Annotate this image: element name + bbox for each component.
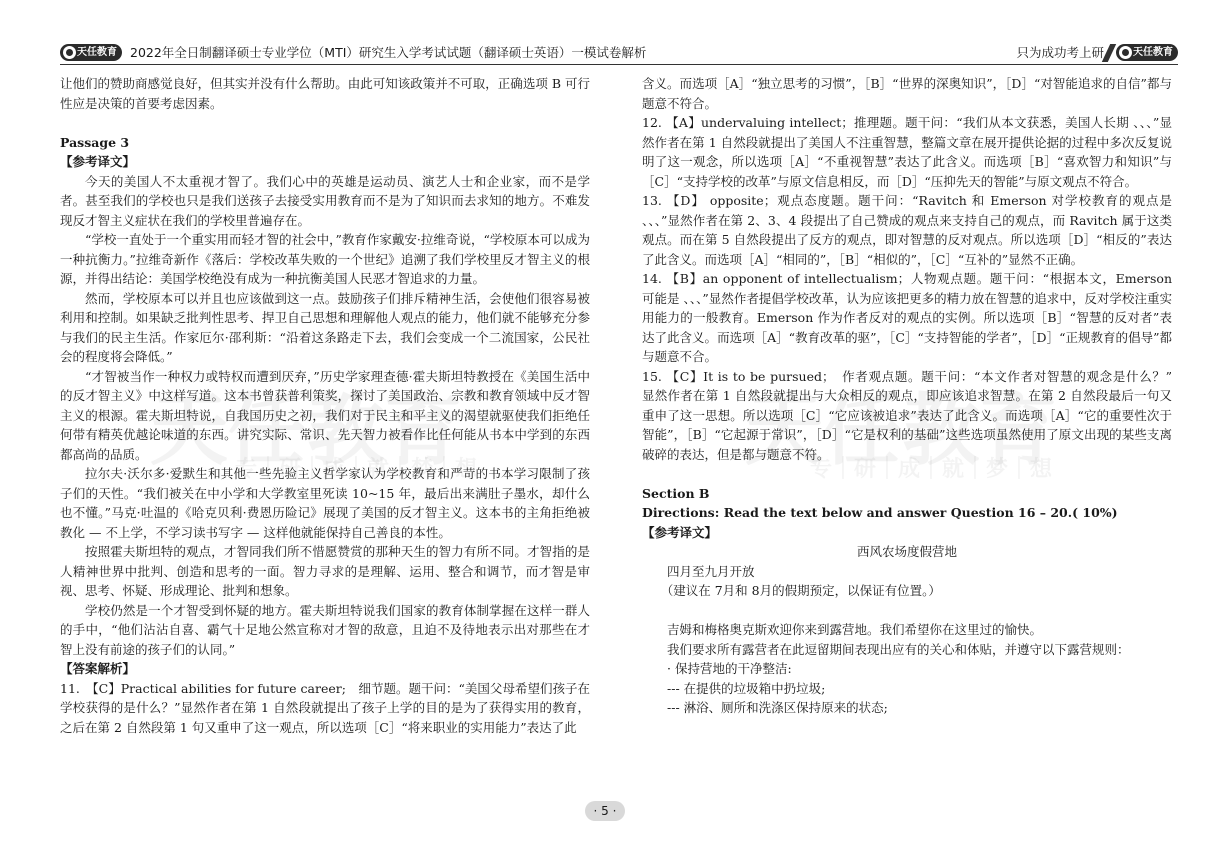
paragraph: 让他们的赞助商感觉良好，但其实并没有什么帮助。由此可知该政策并不可取，正确选项 B 可行性应是决策的首要考虑因素。 [60,76,590,111]
centered-title: 西风农场度假营地 [856,544,957,559]
spacer [60,113,590,133]
document-title: 2022年全日制翻译硕士专业学位（MTI）研究生入学考试试题（翻译硕士英语）一模试卷解析 [130,45,647,60]
paragraph: “学校一直处于一个重实用而轻才智的社会中，”教育作家戴安·拉维奇说，“学校原本可以成为一种抗衡力。”拉维奇新作《落后：学校改革失败的一个世纪》追溯了我们学校里反才智主义的根源，并得出结论：美国学校绝没有成为一种抗衡美国人民恶才智追求的力量。 [60,232,590,286]
paragraph: 学校仍然是一个才智受到怀疑的地方。霍夫斯坦特说我们国家的教育体制掌握在这样一群人的手中，“他们沾沾自喜、霸气十足地公然宣称对才智的敌意，且迫不及待地表示出对那些在才智上没有前途的孩子们的认同。” [60,602,590,657]
paragraph: · 保持营地的干净整洁: [642,661,792,676]
section-heading: Directions: Read the text below and answer Question 16 – 20.( 10%) [642,505,1118,520]
paragraph: 14. 【B】an opponent of intellectualism；人物观点题。题干问：“根据本文，Emerson 可能是 、、、”显然作者提倡学校改革，认为应该把更多的精力放在智慧的追求中，反对学校注重实用能力的一般教育。Emerson 作为作者反对的观点的实例。所以选项［B］“智慧的反对者”表达了此含义。而选项［A］“教育改革的驱”，［C］“支持智能的学者”，［D］“正规教育的倡导”都与题意不合。 [642,271,1172,364]
paragraph: --- 在提供的垃圾箱中扔垃圾; [642,680,826,696]
paragraph: 然而，学校原本可以并且也应该做到这一点。鼓励孩子们排斥精神生活，会使他们很容易被利用和控制。如果缺乏批判性思考、捍卫自己思想和理解他人观点的能力，他们就不能够充分参与我们的民主生活。作家厄尔·邵利斯：“沿着这条路走下去，我们会变成一个二流国家，公民社会的程度将会降低。” [60,290,590,364]
paragraph: 按照霍夫斯坦特的观点，才智同我们所不惜愿赞赏的那种天生的智力有所不同。才智指的是人精神世界中批判、创造和思考的一面。智力寻求的是理解、运用、整合和调节，而才智是审视、思考、怀疑、形成理论、批判和想象。 [60,544,590,598]
page-header [60,44,1178,65]
brand-mark-icon [1119,46,1132,59]
paragraph: 12. 【A】undervaluing intellect；推理题。题干问：“我们从本文获悉，美国人长期 、、、”显然作者在第 1 自然段就提出了美国人不注重智慧，整篇文章在展开提供论据的过程中多次反复说明了这一观念，所以选项［A］“不重视智慧”表达了此含义。而选项［B］“喜欢智力和知识”与［C］“支持学校的改革”与原文信息相反，而［D］“压抑先天的智能”与原文观点不符合。 [642,115,1172,189]
paragraph: 拉尔夫·沃尔多·爱默生和其他一些先验主义哲学家认为学校教育和严苛的书本学习限制了孩子们的天性。“我们被关在中小学和大学教室里死读 10~15 年，最后出来满肚子墨水，却什么也不懂。”马克·吐温的《哈克贝利·费恩历险记》展现了美国的反才智主义。这本书的主角拒绝被教化 — 不上学，不学习读书写字 — 这样他就能保持自己善良的本性。 [60,466,590,540]
left-column [60,74,590,737]
logo-text: 天任教育 [77,47,117,58]
brand-mark-icon [63,46,76,59]
paragraph: --- 淋浴、厕所和洗涤区保持原来的状态; [642,700,888,715]
brand-logo-right [1116,44,1178,61]
section-heading: Section B [642,485,710,501]
paragraph: 我们要求所有露营者在此逗留期间表现出应有的关心和体贴，并遵守以下露营规则： [642,641,1130,657]
page-number: · 5 · [585,801,625,821]
paragraph: 吉姆和梅格奥克斯欢迎你来到露营地。我们希望你在这里过的愉快。 [642,622,1043,637]
paragraph: 15. 【C】It is to be pursued； 作者观点题。题干问：“本文作者对智慧的观念是什么？” 显然作者在第 1 自然段就提出与大众相反的观点，即应该追求智慧。在第 2 自然段最后一句又重申了这一思想。所以选项［C］“它应该被追求”表达了此含义。而选项［A］“它的重要性次于智能”，［B］“它起源于常识”，［D］“它是权利的基础”这些选项虽然使用了原文出现的某些支离破碎的表达，但是都与题意不符。 [642,368,1185,462]
right-column [642,74,1185,718]
paragraph: “才智被当作一种权力或特权而遭到厌弃，”历史学家理查德·霍夫斯坦特教授在《美国生活中的反才智主义》中这样写道。这本书曾获普利策奖，探讨了美国政治、宗教和教育领域中反才智主义的根源。霍夫斯坦特说，自我国历史之初，我们对于民主和平主义的渴望就驱使我们拒绝任何带有精英优越论味道的东西。讲究实际、常识、先天智力被看作比任何能从书本中学到的东西都高尚的品质。 [60,368,590,462]
brand-logo-left [60,44,122,61]
logo-text: 天任教育 [1133,47,1173,58]
paragraph: 11. 【C】Practical abilities for future career; 细节题。题干问：“美国父母希望们孩子在学校获得的是什么？”显然作者在第 1 自然段就提出了孩子上学的目的是为了获得实用的教育，之后在第 2 自然段第 1 句又重申了这一观点，所以选项［C］“将来职业的实用能力”表达了此 [60,680,590,735]
paragraph: （建议在 7月和 8月的假期预定，以保证有位置。） [642,583,941,598]
paragraph: 四月至九月开放 [642,563,755,579]
section-heading: 【答案解析】 [60,661,136,676]
paragraph: 含义。而选项［A］“独立思考的习惯”，［B］“世界的深奥知识”，［D］“对智能追求的自信”都与题意不符合。 [642,76,1172,111]
paragraph: 今天的美国人不太重视才智了。我们心中的英雄是运动员、演艺人士和企业家，而不是学者。甚至我们的学校也只是我们送孩子去接受实用教育而不是为了知识而去求知的地方。不难发现反才智主义症状在我们的学校里普遍存在。 [60,173,590,228]
paragraph: 13. 【D】 opposite；观点态度题。题干问：“Ravitch 和 Emerson 对学校教育的观点是 、、、”显然作者在第 2、3、4 段提出了自己赞成的观点来支持自己的观点，而 Ravitch 属于这类观点。而在第 5 自然段提出了反方的观点，即对智慧的反对观点。所以选项［D］“相反的”表达了此含义。而选项［A］“相同的”，［B］“相似的”，［C］“互补的”显然不正确。 [642,193,1172,267]
section-heading: Passage 3 [60,134,130,150]
spacer [642,464,1172,484]
section-heading: 【参考译文】 [642,524,718,540]
section-heading: 【参考译文】 [60,154,136,169]
spacer [642,601,1172,621]
header-slogan: 只为成功考上研 [1016,45,1104,60]
